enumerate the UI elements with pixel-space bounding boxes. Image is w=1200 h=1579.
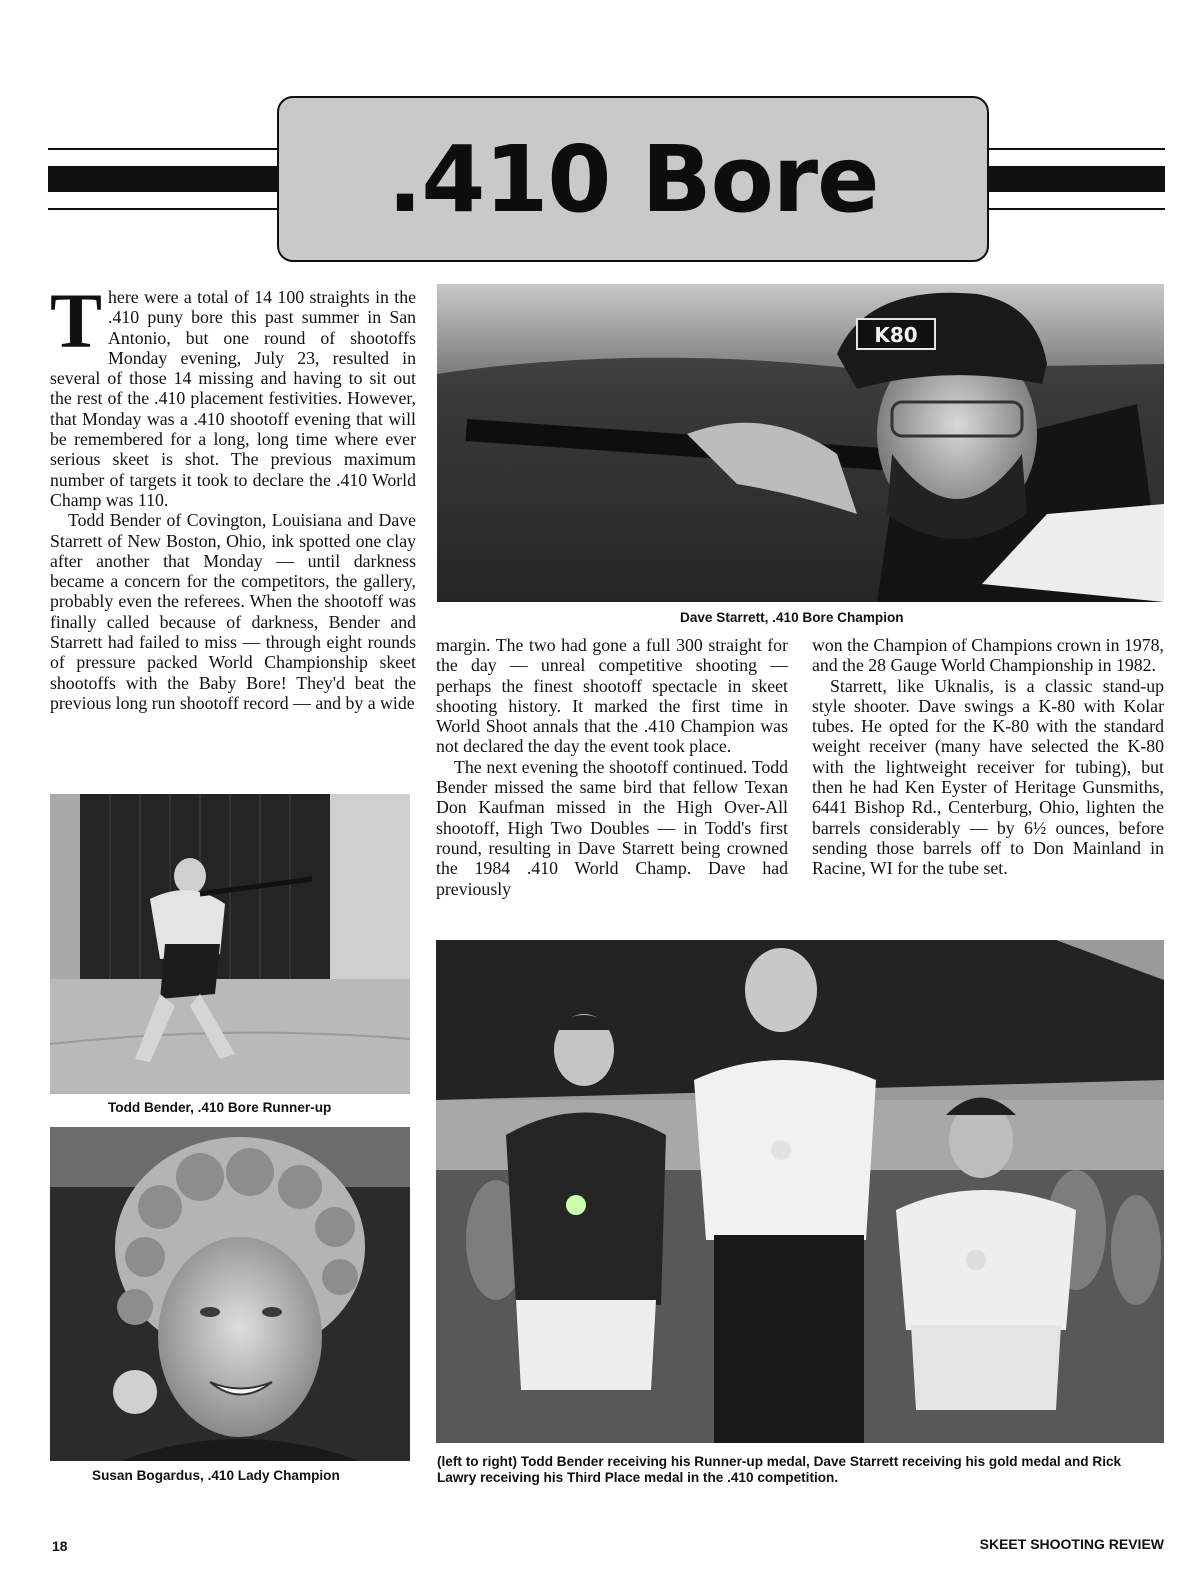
masthead-rule-left-thick (48, 166, 280, 192)
paragraph-4: The next evening the shootoff continued. Todd Bender missed the same bird that fellow Texan Don Kaufman missed in the High Over-All shootoff, High Two Doubles — in Todd's first round, resulting in Dave Starrett being crowned the 1984 .410 World Champ. Dave had previously (436, 756, 788, 899)
photo-medal-winners (436, 940, 1164, 1443)
masthead-rule-right-thin-top (987, 148, 1165, 150)
paragraph-2: Todd Bender of Covington, Louisiana and Dave Starrett of New Boston, Ohio, ink spotted one clay after another that Monday — until darkness became a concern for the competitors, the gallery, probably even the referees. When the shootoff was finally called because of darkness, Bender and Starrett had failed to miss — through eight rounds of pressure packed World Championship skeet shootoffs with the Baby Bore! They'd beat the previous long run shootoff record — and by a wide (50, 510, 416, 713)
article-column-1 (50, 277, 416, 713)
photo-dave-starrett (437, 284, 1164, 602)
masthead-rule-left-thin-top (48, 148, 280, 150)
page-number: 18 (52, 1538, 68, 1554)
publication-name: SKEET SHOOTING REVIEW (979, 1536, 1164, 1552)
photo-susan-bogardus (50, 1127, 410, 1461)
paragraph-3: margin. The two had gone a full 300 straight for the day — unreal competitive shooting — perhaps the finest shootoff spectacle in skeet shooting history. It marked the first time in World Shoot annals that the .410 Champion was not declared the day the event took place. (436, 635, 788, 757)
drop-cap: T (50, 277, 103, 364)
masthead-rule-right-thick (987, 166, 1165, 192)
caption-bogardus: Susan Bogardus, .410 Lady Champion (92, 1468, 340, 1483)
paragraph-1 (50, 277, 416, 510)
masthead-rule-right-thin-bottom (987, 208, 1165, 210)
masthead-rule-left-thin-bottom (48, 208, 280, 210)
paragraph-5: won the Champion of Champions crown in 1978, and the 28 Gauge World Championship in 1982. (812, 635, 1164, 676)
article-column-3 (812, 635, 1164, 879)
caption-bender: Todd Bender, .410 Bore Runner-up (108, 1100, 332, 1115)
article-title: .410 Bore (387, 125, 879, 233)
cap-logo-text: K80 (874, 323, 918, 347)
paragraph-1-text: here were a total of 14 100 straights in the .410 puny bore this past summer in San Antonio, but one round of shootoffs Monday evening, July 23, resulted in several of those 14 missing and having to sit out the rest of the .410 placement festivities. However, that Monday was a .410 shootoff evening that will be remembered for a long, long time where ever serious skeet is shot. The previous maximum number of targets it took to declare the .410 World Champ was 110. (50, 287, 416, 510)
title-banner (277, 96, 989, 262)
paragraph-6: Starrett, like Uknalis, is a classic stand-up style shooter. Dave swings a K-80 with Kolar tubes. He opted for the K-80 with the standard weight receiver (many have selected the K-80 with the lightweight receiver for tubing), but then he had Ken Eyster of Heritage Gunsmiths, 6441 Bishop Rd., Centerburg, Ohio, lighten the barrels considerably — by 6½ ounces, before sending those barrels off to Don Mainland in Racine, WI for the tube set. (812, 675, 1164, 879)
caption-starrett: Dave Starrett, .410 Bore Champion (680, 610, 904, 625)
article-column-2 (436, 635, 788, 899)
caption-medals: (left to right) Todd Bender receiving his Runner-up medal, Dave Starrett receiving his gold medal and Rick Lawry receiving his Third Place medal in the .410 competition. (437, 1454, 1122, 1485)
photo-todd-bender (50, 794, 410, 1094)
